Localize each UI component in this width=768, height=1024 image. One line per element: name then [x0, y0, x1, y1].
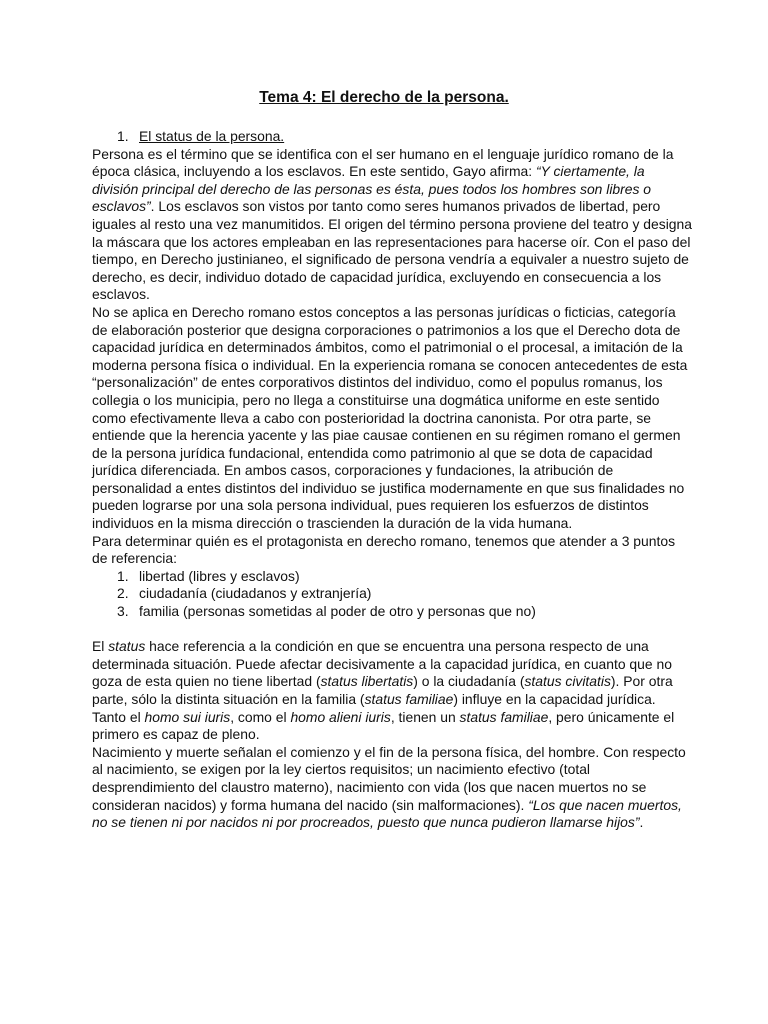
- p1-text-b: . Los esclavos son vistos por tanto como seres humanos privados de libertad, pero iguales al resto una vez manumitidos. El origen del término persona proviene del teatro y designa la máscara que los actores empleaban en las representaciones para hacerse oír. Con el paso del tiempo, en Derecho justinianeo, el significado de persona vendría a equivaler a nuestro sujeto de derecho, es decir, individuo dotado de capacidad jurídica, excluyendo en consecuencia a los esclavos.: [92, 198, 692, 303]
- p4-term: homo sui iuris: [144, 708, 231, 725]
- document-body: [92, 128, 692, 832]
- gayo-quote: “Y ciertamente, la división principal del derecho de las personas es ésta, pues todos los hombres son libres o esclavos”: [92, 163, 652, 215]
- p4-term: status: [108, 638, 146, 655]
- page-title: Tema 4: El derecho de la persona.: [259, 89, 509, 106]
- paragraph-status: [92, 638, 692, 744]
- list-item: [92, 603, 692, 621]
- section-list: [92, 128, 692, 146]
- list-item: [92, 585, 692, 603]
- p4-text: ). Por otra parte, sólo la distinta situación en la familia (: [92, 673, 673, 707]
- p4-term: status familiae: [459, 708, 549, 725]
- p4-term: status civitatis: [524, 673, 611, 690]
- list-item-text: familia (personas sometidas al poder de otro y personas que no): [139, 603, 536, 620]
- section-number: 1.: [117, 128, 129, 144]
- p5-text-a: Nacimiento y muerte señalan el comienzo y el fin de la persona física, del hombre. Con respecto al nacimiento, se exigen por la ley ciertos requisitos; un nacimiento efectivo (total desprendimiento del claustro materno), nacimiento con vida (los que nacen muertos no se consideran nacidos) y forma humana del nacido (sin malformaciones).: [92, 743, 686, 813]
- p4-term: status familiae: [364, 691, 454, 707]
- list-item: [92, 568, 692, 586]
- p4-term: homo alieni iuris: [290, 708, 391, 725]
- paragraph-gap: [92, 621, 692, 639]
- p4-text: , pero únicamente el primero es capaz de pleno.: [92, 708, 675, 743]
- p5-text-b: .: [639, 814, 644, 831]
- paragraph-persona: [92, 146, 692, 304]
- list-item-number: 3.: [117, 603, 129, 620]
- nacimiento-quote: “Los que nacen muertos, no se tienen ni por nacidos ni por procreados, puesto que nunca pudieron llamarse hijos”: [92, 796, 682, 831]
- section-label: El status de la persona.: [139, 128, 285, 144]
- list-item-number: 1.: [117, 567, 129, 584]
- p1-text-a: Persona es el término que se identifica con el ser humano en el lenguaje jurídico romano de la época clásica, incluyendo a los esclavos. En este sentido, Gayo afirma:: [92, 145, 674, 180]
- list-item-text: libertad (libres y esclavos): [139, 567, 300, 584]
- p4-text: , como el: [230, 708, 291, 725]
- p4-text: ) influye en la capacidad jurídica. Tanto el: [92, 691, 656, 725]
- paragraph-nacimiento: [92, 744, 692, 832]
- p4-text: El: [92, 638, 109, 655]
- list-item-text: ciudadanía (ciudadanos y extranjería): [139, 585, 372, 602]
- p4-text: ) o la ciudadanía (: [413, 673, 525, 690]
- reference-points-list: [92, 568, 692, 621]
- list-item-number: 2.: [117, 585, 129, 602]
- p4-text: hace referencia a la condición en que se encuentra una persona respecto de una determinada situación. Puede afectar decisivamente a la capacidad jurídica, en cuanto que no goza de esta quien no tiene libertad (: [92, 638, 672, 690]
- p4-term: status libertatis: [320, 673, 414, 690]
- p4-text: , tienen un: [390, 708, 460, 725]
- section-heading: [92, 128, 692, 146]
- paragraph-personas-juridicas: No se aplica en Derecho romano estos conceptos a las personas jurídicas o ficticias, categoría de elaboración posterior que designa corporaciones o patrimonios a los que el Derecho dota de capacidad jurídica en determinados ámbitos, como el patrimonial o el procesal, a imitación de la moderna persona física o individual. En la experiencia romana se conocen antecedentes de esta “personalización” de entes corporativos distintos del individuo, como el populus romanus, los collegia o los municipia, pero no llega a constituirse una dogmática uniforme en este sentido como efectivamente lleva a cabo con posterioridad la doctrina canonista. Por otra parte, se entiende que la herencia yacente y las piae causae contienen en su régimen romano el germen de la persona jurídica fundacional, entendida como patrimonio al que se dota de capacidad jurídica diferenciada. En ambos casos, corporaciones y fundaciones, la atribución de personalidad a entes distintos del individuo se justifica modernamente en que sus finalidades no pueden lograrse por una sola persona individual, pues requieren los esfuerzos de distintos individuos en la misma dirección o trascienden la duración de la vida humana.: [92, 303, 688, 532]
- paragraph-puntos-referencia: Para determinar quién es el protagonista en derecho romano, tenemos que atender a 3 puntos de referencia:: [92, 532, 676, 567]
